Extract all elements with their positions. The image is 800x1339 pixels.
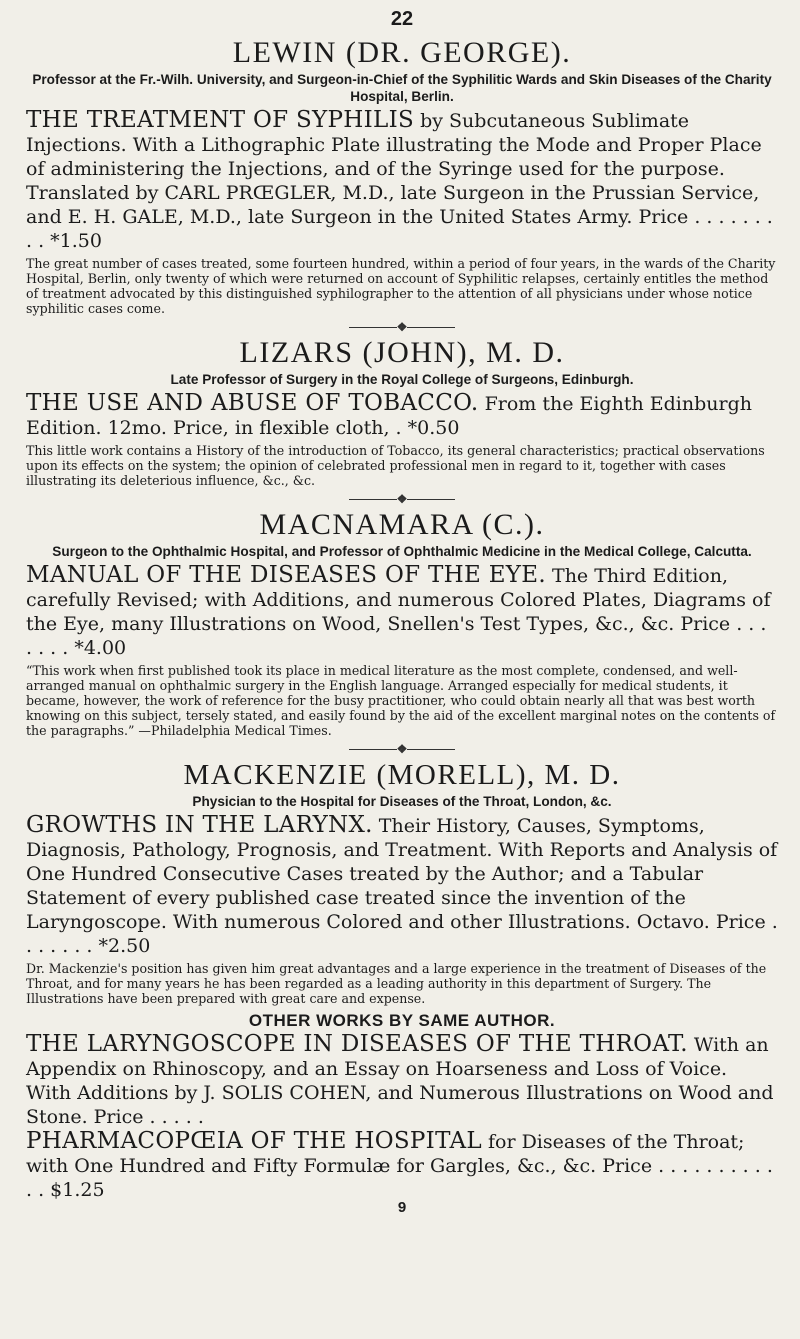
book-price: *0.50	[407, 417, 460, 439]
author-heading: LEWIN (DR. GEORGE).	[232, 36, 572, 69]
signature-mark: 9	[397, 1199, 407, 1216]
book-entry: GROWTHS IN THE LARYNX. Their History, Causes, Symptoms, Diagnosis, Pathology, Prognosis, and Treatment. With Reports and Analysis of One Hundred Consecutive Cases treated by the Author; and a Tabular Statement of every published case treated since the invention of the Laryngoscope. With numerous Colored and other Illustrations. Octavo. Price . . . . . . . *2.50	[26, 812, 778, 957]
author-affiliation: Professor at the Fr.-Wilh. University, and Surgeon-in-Chief of the Syphilitic Wards and Skin Diseases of the Charity Hospital, Berlin.	[32, 72, 772, 104]
book-note: Dr. Mackenzie's position has given him great advantages and a large experience in the treatment of Diseases of the Throat, and for many years he has been regarded as a leading authority in this department of Surgery. The Illustrations have been prepared with great care and expense.	[26, 961, 767, 1006]
book-description: Their History, Causes, Symptoms, Diagnosis, Pathology, Prognosis, and Treatment. With Reports and Analysis of One Hundred Consecutive Cases treated by the Author; and a Tabular Statement of every published case treated since the invention of the Laryngoscope. With numerous Colored and other Illustrations. Octavo. Price	[26, 815, 778, 933]
book-title: MANUAL OF THE DISEASES OF THE EYE.	[26, 562, 546, 588]
book-price: *1.50	[50, 230, 102, 252]
book-description: The Third Edition, carefully Revised; with Additions, and numerous Colored Plates, Diagrams of the Eye, many Illustrations on Wood, Snellen's Test Types, &c., &c. Price	[26, 565, 771, 635]
book-price: *2.50	[98, 935, 151, 957]
author-heading: MACNAMARA (C.).	[259, 508, 545, 541]
book-entry: MANUAL OF THE DISEASES OF THE EYE. The Third Edition, carefully Revised; with Additions, and numerous Colored Plates, Diagrams of the Eye, many Illustrations on Wood, Snellen's Test Types, &c., &c. Price . . . . . . . *4.00	[26, 562, 771, 659]
book-price: *4.00	[74, 637, 127, 659]
author-heading: LIZARS (JOHN), M. D.	[239, 336, 565, 369]
book-title: THE USE AND ABUSE OF TOBACCO.	[26, 390, 479, 416]
book-title: THE LARYNGOSCOPE IN DISEASES OF THE THROAT.	[26, 1031, 688, 1057]
catalog-entry	[26, 336, 778, 488]
book-price: $1.25	[50, 1179, 105, 1201]
book-entry: THE TREATMENT OF SYPHILIS by Subcutaneous Sublimate Injections. With a Lithographic Plate illustrating the Mode and Proper Place of administering the Injections, and of the Syringe used for the purpose. Translated by CARL PRŒGLER, M.D., late Surgeon in the Prussian Service, and E. H. GALE, M.D., late Surgeon in the United States Army. Price . . . . . . . . . *1.50	[26, 107, 773, 252]
book-title: PHARMACOPŒIA OF THE HOSPITAL	[26, 1128, 482, 1154]
author-affiliation: Late Professor of Surgery in the Royal College of Surgeons, Edinburgh.	[170, 372, 634, 387]
catalog-entry	[26, 36, 778, 316]
author-heading: MACKENZIE (MORELL), M. D.	[183, 759, 621, 791]
book-description: With an Appendix on Rhinoscopy, and an Essay on Hoarseness and Loss of Voice. With Additions by J. SOLIS COHEN, and Numerous Illustrations on Wood and Stone. Price	[26, 1034, 774, 1128]
author-affiliation: Surgeon to the Ophthalmic Hospital, and Professor of Ophthalmic Medicine in the Medical College, Calcutta.	[52, 544, 752, 559]
author-affiliation: Physician to the Hospital for Diseases of the Throat, London, &c.	[192, 794, 612, 809]
book-note: The great number of cases treated, some fourteen hundred, within a period of four years, in the wards of the Charity Hospital, Berlin, only twenty of which were returned on account of Syphilitic relapses, certainly entitles the method of treatment advocated by this distinguished syphilographer to the attention of all physicians under whose notice syphilitic cases come.	[26, 256, 776, 316]
book-description: From the Eighth Edinburgh Edition. 12mo. Price, in flexible cloth,	[26, 393, 752, 439]
book-title: THE TREATMENT OF SYPHILIS	[26, 107, 415, 133]
other-works-heading: OTHER WORKS BY SAME AUTHOR.	[248, 1011, 556, 1030]
book-note: This little work contains a History of the introduction of Tobacco, its general characteristics; practical observations upon its effects on the system; the opinion of celebrated professional men in regard to it, together with cases illustrating its deleterious influence, &c., &c.	[26, 443, 765, 488]
catalog-entry	[26, 508, 778, 738]
book-entry: THE USE AND ABUSE OF TOBACCO. From the Eighth Edinburgh Edition. 12mo. Price, in flexible cloth, . *0.50	[26, 390, 752, 439]
book-title: GROWTHS IN THE LARYNX.	[26, 812, 373, 838]
book-note: “This work when first published took its place in medical literature as the most complete, condensed, and well-arranged manual on ophthalmic surgery in the English language. Arranged especially for medical students, it became, however, the work of reference for the busy practitioner, who could obtain nearly all that was best worth knowing on this subject, tersely stated, and easily found by the aid of the excellent marginal notes on the contents of the paragraphs.” —Philadelphia Medical Times.	[26, 663, 776, 738]
separator: ❖	[26, 320, 778, 334]
book-entry: PHARMACOPŒIA OF THE HOSPITAL for Diseases of the Throat; with One Hundred and Fifty Formulæ for Gargles, &c., &c. Price . . . . . . . . . . . . $1.25	[26, 1128, 773, 1201]
separator: ❖	[26, 492, 778, 506]
book-description: for Diseases of the Throat; with One Hundred and Fifty Formulæ for Gargles, &c., &c. Price	[26, 1131, 745, 1177]
page-number: 22	[390, 8, 414, 30]
book-entry: THE LARYNGOSCOPE IN DISEASES OF THE THROAT. With an Appendix on Rhinoscopy, and an Essay on Hoarseness and Loss of Voice. With Additions by J. SOLIS COHEN, and Numerous Illustrations on Wood and Stone. Price . . . . .	[26, 1031, 774, 1128]
separator: ❖	[26, 742, 778, 756]
catalog-entry	[26, 758, 778, 1006]
book-description: by Subcutaneous Sublimate Injections. With a Lithographic Plate illustrating the Mode and Proper Place of administering the Injections, and of the Syringe used for the purpose. Translated by CARL PRŒGLER, M.D., late Surgeon in the Prussian Service, and E. H. GALE, M.D., late Surgeon in the United States Army. Price	[26, 110, 762, 228]
